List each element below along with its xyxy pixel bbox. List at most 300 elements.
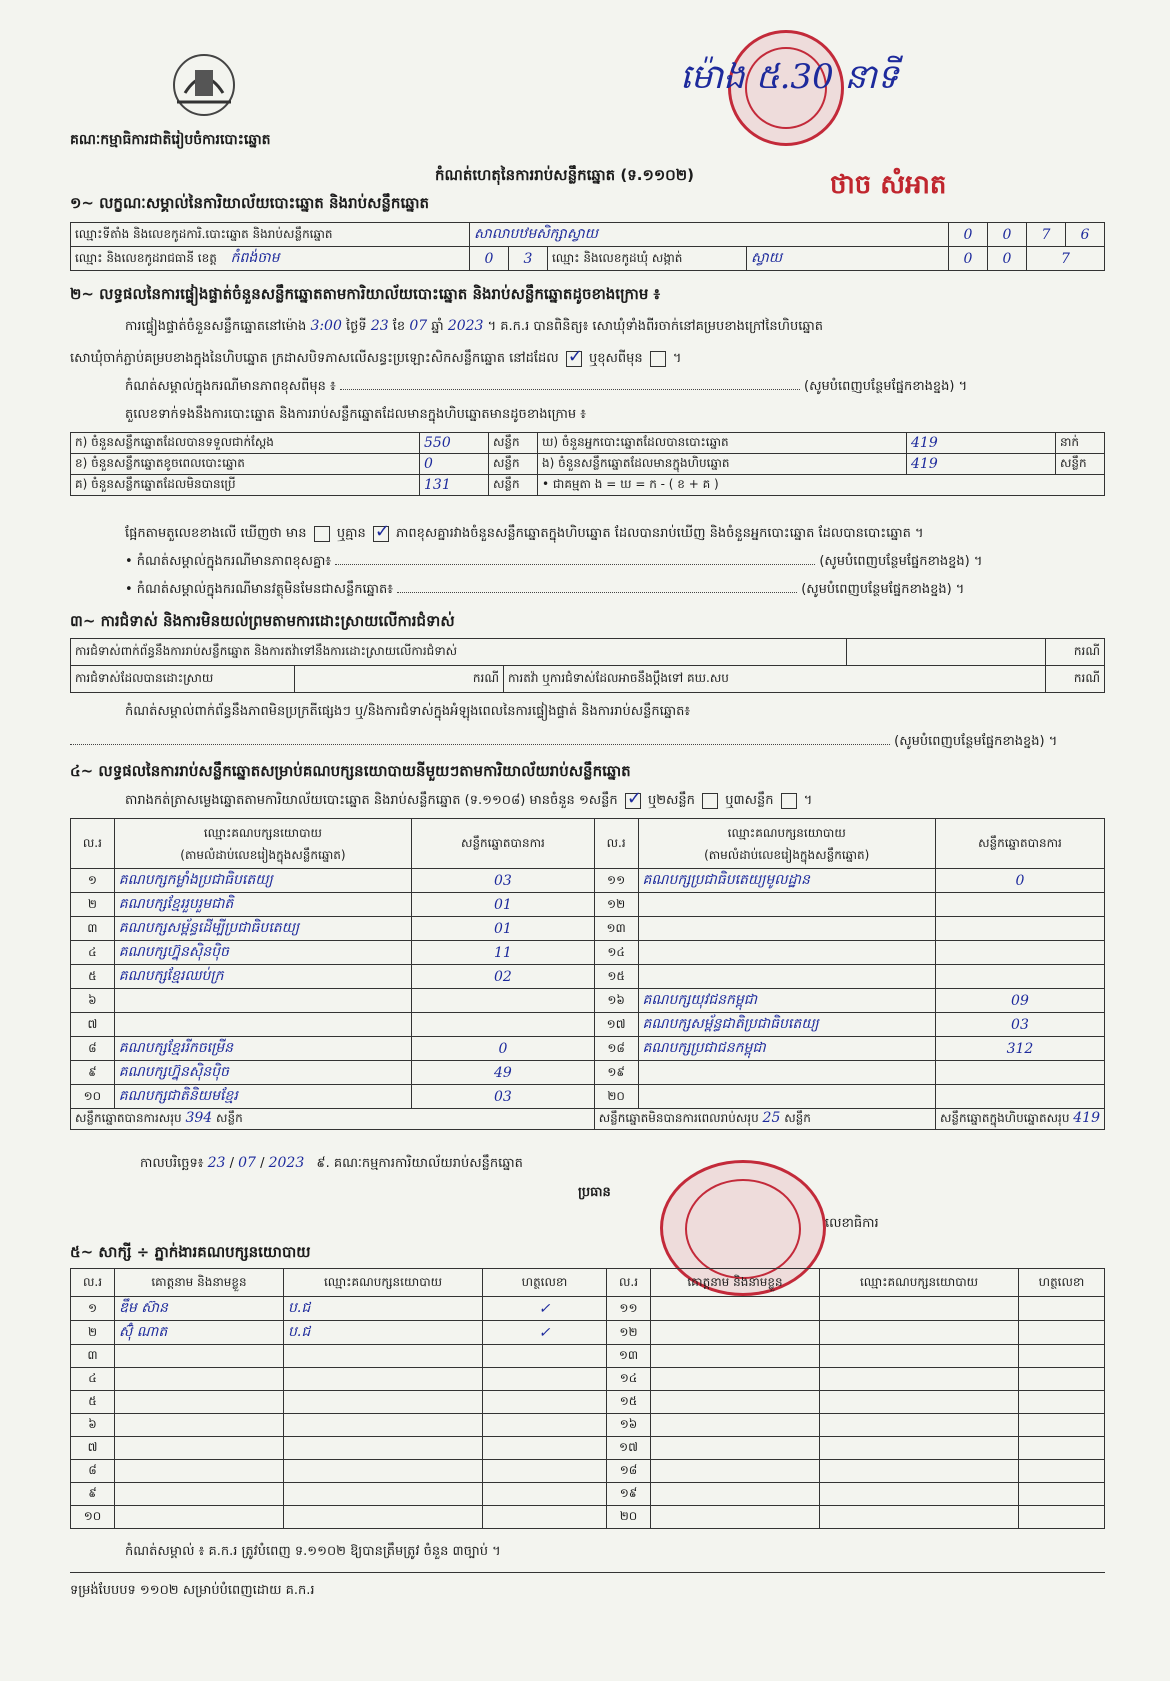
appeal-label: ការតវ៉ា ឬការជំទាស់ដែលអាចនឹងប្តឹងទៅ គឃ.សប (504, 666, 1046, 693)
witness-party: ប.ជ (284, 1321, 483, 1345)
different-checkbox[interactable] (650, 351, 666, 367)
resolved-label: ការជំទាស់ដែលបានដោះស្រាយ (71, 666, 295, 693)
party-votes: 0 (412, 1037, 595, 1061)
party-number: ២០ (594, 1085, 638, 1109)
witness-party (820, 1297, 1019, 1321)
witness-name (115, 1506, 284, 1529)
witness-name (651, 1345, 820, 1368)
party-number: ១៦ (594, 989, 638, 1013)
witness-party (284, 1506, 483, 1529)
figure-e-label: ង) ចំនួនសន្លឹកឆ្នោតដែលមានក្នុងហិបឆ្នោត (538, 454, 907, 475)
p1-a: ការផ្ទៀងផ្ទាត់ចំនួនសន្លឹកឆ្នោតនៅម៉ោង (125, 319, 307, 334)
figures-table (70, 432, 1105, 496)
objections-unit-1: ករណី (1046, 639, 1105, 666)
witness-row (71, 1391, 1105, 1414)
witness-number: ១៧ (607, 1437, 651, 1460)
figure-d-value: 419 (907, 433, 1056, 454)
witness-row (71, 1321, 1105, 1345)
compare-line (125, 525, 1110, 544)
total-invalid-label: សន្លឹកឆ្នោតមិនបានការពេលរាប់សរុប (598, 1111, 759, 1125)
witness-row (71, 1506, 1105, 1529)
party-number: ១១ (594, 869, 638, 893)
witness-name (115, 1483, 284, 1506)
party-name: គណបក្សកម្លាំងប្រជាធិបតេយ្យ (114, 869, 411, 893)
location-code-3: 7 (1027, 223, 1066, 247)
same-checkbox[interactable] (566, 351, 582, 367)
form-ref: ទម្រង់បែបបទ ១១០២ សម្រាប់បំពេញដោយ គ.ក.រ (70, 1583, 315, 1598)
witness-name (651, 1321, 820, 1345)
party-votes (935, 1061, 1104, 1085)
figure-b-unit: សន្លឹក (489, 454, 538, 475)
has-difference-checkbox[interactable] (314, 526, 330, 542)
result-row (71, 893, 1105, 917)
witness-party (820, 1368, 1019, 1391)
result-row (71, 869, 1105, 893)
party-name: គណបក្សសម្ព័ន្ធដើម្បីប្រជាធិបតេយ្យ (114, 917, 411, 941)
witness-number: ១៨ (607, 1460, 651, 1483)
witness-signature (483, 1414, 607, 1437)
figure-b-label: ខ) ចំនួនសន្លឹកឆ្នោតខូចពេលបោះឆ្នោត (71, 454, 420, 475)
hdr-party-right-main: ឈ្មោះគណបក្សនយោបាយ (727, 825, 846, 840)
witness-number: ២០ (607, 1506, 651, 1529)
section3-dotted[interactable] (70, 744, 890, 745)
bullet2-suffix: (សូមបំពេញបន្ថែមផ្នែកខាងខ្នង) ។ (801, 582, 965, 597)
p2-b: ឬខុសពីមុន (588, 351, 643, 366)
province-label: ឈ្មោះ និងលេខកូដរាជធានី ខេត្ត (75, 251, 217, 265)
figure-d-unit: នាក់ (1056, 433, 1105, 454)
witness-name (115, 1345, 284, 1368)
witness-number: ៣ (71, 1345, 115, 1368)
figure-a-label: ក) ចំនួនសន្លឹកឆ្នោតដែលបានទទួលជាក់ស្តែង (71, 433, 420, 454)
bullet1-suffix: (សូមបំពេញបន្ថែមផ្នែកខាងខ្នង) ។ (819, 554, 983, 569)
secretary-label: លេខាធិការ (825, 1216, 879, 1231)
party-name: គណបក្សហ្វ៊ុនស៊ិនប៉ិច (114, 1061, 411, 1085)
figures-row-1 (71, 433, 1105, 454)
one-sheet-checkbox[interactable] (625, 793, 641, 809)
figure-c-label: គ) ចំនួនសន្លឹកឆ្នោតដែលមិនបានប្រើ (71, 475, 420, 496)
location-code-1: 0 (949, 223, 988, 247)
witness-signature (1019, 1437, 1105, 1460)
witness-signature (483, 1506, 607, 1529)
party-number: ១៣ (594, 917, 638, 941)
results-table (70, 818, 1105, 1130)
committee-label: ៩. គណៈកម្មការការិយាល័យរាប់សន្លឹកឆ្នោត (316, 1156, 523, 1171)
bullet1-label: • កំណត់សម្គាល់ក្នុងករណីមានភាពខុសគ្នា៖ (125, 554, 332, 569)
witness-number: ៤ (71, 1368, 115, 1391)
intro-c: ឬ៣សន្លឹក (725, 793, 774, 808)
witness-signature (1019, 1368, 1105, 1391)
intro-a: តារាងកត់ត្រាសម្លេងឆ្នោតតាមការិយាល័យបោះឆ្នោត និងរាប់សន្លឹកឆ្នោត (ទ.១១០៨) មានចំនួន ១សន្លឹក (125, 793, 618, 808)
party-votes: 03 (412, 1085, 595, 1109)
org-name: គណៈកម្មាធិការជាតិរៀបចំការបោះឆ្នោត (70, 132, 271, 148)
figure-a-value: 550 (420, 433, 489, 454)
witness-name (115, 1437, 284, 1460)
formula-note: • ជាគម្មតា ង = ឃ = ក - ( ខ + គ ) (538, 475, 1105, 496)
party-name: គណបក្សខ្មែររីកចម្រើន (114, 1037, 411, 1061)
witness-signature (1019, 1321, 1105, 1345)
section3-suffix: (សូមបំពេញបន្ថែមផ្នែកខាងខ្នង) ។ (894, 734, 1058, 749)
section3-note-label: កំណត់សម្គាល់ពាក់ព័ន្ធនឹងភាពមិនប្រក្រតីផ្សេងៗ ឬ/និងការជំទាស់ក្នុងអំឡុងពេលនៃការផ្ទៀងផ្ទាត់ និងការរាប់សន្លឹកឆ្នោត៖ (125, 704, 691, 719)
date-label: កាលបរិច្ឆេទ៖ (140, 1156, 204, 1171)
w-hdr-no-right: ល.រ (607, 1269, 651, 1297)
hdr-party-left-sub: (តាមលំដាប់លេខរៀងក្នុងសន្លឹកឆ្នោត) (180, 847, 346, 862)
intro-b: ឬ២សន្លឹក (647, 793, 695, 808)
witness-party (820, 1460, 1019, 1483)
witness-signature (1019, 1345, 1105, 1368)
location-code-4: 6 (1066, 223, 1105, 247)
witness-signature (483, 1437, 607, 1460)
witness-party (284, 1437, 483, 1460)
section5-title: ៥~ សាក្សី ÷ ភ្នាក់ងារគណបក្សនយោបាយ (70, 1243, 311, 1261)
witness-party (820, 1345, 1019, 1368)
figures-intro: តួលេខទាក់ទងនឹងការបោះឆ្នោត និងការរាប់សន្លឹកឆ្នោតដែលមានក្នុងហិបឆ្នោតមានដូចខាងក្រោម ៖ (125, 407, 586, 422)
party-number: ១៨ (594, 1037, 638, 1061)
witness-number: ១០ (71, 1506, 115, 1529)
witness-name (651, 1506, 820, 1529)
witness-row (71, 1460, 1105, 1483)
bullet1-dotted[interactable] (335, 564, 815, 565)
count-year: 2023 (447, 318, 484, 334)
p1-c: ខែ (392, 319, 406, 334)
two-sheets-checkbox[interactable] (702, 793, 718, 809)
figures-row-3 (71, 475, 1105, 496)
witness-signature (1019, 1460, 1105, 1483)
party-number: ៤ (71, 941, 115, 965)
witness-number: ១៣ (607, 1345, 651, 1368)
result-row (71, 989, 1105, 1013)
section1-title: ១~ លក្ខណៈសម្គាល់នៃការិយាល័យបោះឆ្នោត និងរាប់សន្លឹកឆ្នោត (70, 194, 430, 212)
hdr-votes-right: សន្លឹកឆ្នោតបានការ (935, 819, 1104, 869)
party-name (638, 917, 935, 941)
party-name: គណបក្សសម្ព័ន្ធជាតិប្រជាធិបតេយ្យ (638, 1013, 935, 1037)
party-number: ២ (71, 893, 115, 917)
party-votes (935, 965, 1104, 989)
party-number: ១៩ (594, 1061, 638, 1085)
party-votes: 0 (935, 869, 1104, 893)
section4-intro: តារាងកត់ត្រាសម្លេងឆ្នោតតាមការិយាល័យបោះឆ្នោត និងរាប់សន្លឹកឆ្នោត (ទ.១១០៨) មានចំនួន ១សន្លឹក ✓ ឬ២សន្លឹក ឬ៣សន្លឹក ។ (125, 792, 812, 811)
commune-code-1: 0 (949, 247, 988, 271)
party-votes: 01 (412, 917, 595, 941)
party-votes: 09 (935, 989, 1104, 1013)
province-code-2: 3 (509, 247, 548, 271)
commune-code-2: 0 (988, 247, 1027, 271)
result-row (71, 917, 1105, 941)
p2: សោឃុំចាក់ភ្ជាប់គម្របខាងក្នុងនៃហិបឆ្នោត ក្រដាសបិទភាសលើសន្ធះប្រឡោះសិកសន្លឹកឆ្នោត នៅដដែល (70, 351, 559, 366)
party-name (638, 1085, 935, 1109)
witness-party: ប.ជ (284, 1297, 483, 1321)
party-number: ១ (71, 869, 115, 893)
hdr-party-left (114, 819, 411, 869)
result-row (71, 1037, 1105, 1061)
total-box-cell (935, 1109, 1104, 1130)
count-month: 07 (409, 318, 428, 334)
figure-e-value: 419 (907, 454, 1056, 475)
commune-value: ស្វាយ (747, 247, 949, 271)
witness-name (115, 1368, 284, 1391)
bullet2-line (125, 581, 1110, 600)
figure-d-label: ឃ) ចំនួនអ្នកបោះឆ្នោតដែលបានបោះឆ្នោត (538, 433, 907, 454)
w-hdr-sign-right: ហត្ថលេខា (1019, 1269, 1105, 1297)
note1-label: កំណត់សម្គាល់ក្នុងករណីមានភាពខុសពីមុន ៖ (125, 379, 336, 394)
witness-signature (483, 1345, 607, 1368)
party-name: គណបក្សខ្មែរឈប់ក្រ (114, 965, 411, 989)
section1-table (70, 222, 1105, 271)
party-votes (412, 989, 595, 1013)
witness-number: ១៥ (607, 1391, 651, 1414)
figures-row-2 (71, 454, 1105, 475)
nec-emblem-icon (165, 48, 243, 122)
total-invalid-cell (594, 1109, 935, 1130)
compare-a: ផ្អែកតាមតួលេខខាងលើ ឃើញថា មាន (125, 526, 307, 541)
p1-d: ឆ្នាំ (431, 319, 444, 334)
party-votes: 03 (412, 869, 595, 893)
witness-signature (1019, 1483, 1105, 1506)
result-row (71, 965, 1105, 989)
location-label: ឈ្មោះទីតាំង និងលេខកូដការិ.បោះឆ្នោត និងរាប់សន្លឹកឆ្នោត (71, 223, 470, 247)
figure-e-unit: សន្លឹក (1056, 454, 1105, 475)
party-name: គណបក្សហ្វ៊ុនស៊ិនប៉ិច (114, 941, 411, 965)
witness-number: ៦ (71, 1414, 115, 1437)
witness-number: ២ (71, 1321, 115, 1345)
witness-party (284, 1414, 483, 1437)
bullet2-dotted[interactable] (397, 592, 797, 593)
party-votes (935, 917, 1104, 941)
witness-number: ១៩ (607, 1483, 651, 1506)
handwritten-time: ម៉ោង ៥.30 នាទី (680, 57, 899, 97)
total-valid-cell (71, 1109, 595, 1130)
note1-suffix: (សូមបំពេញបន្ថែមផ្នែកខាងខ្នង) ។ (804, 379, 968, 394)
form-title: កំណត់ហេតុនៃការរាប់សន្លឹកឆ្នោត (ទ.១១០២) (435, 166, 695, 184)
party-name (638, 1061, 935, 1085)
no-difference-checkbox[interactable] (373, 526, 389, 542)
party-votes (935, 941, 1104, 965)
witness-row (71, 1368, 1105, 1391)
witness-row (71, 1483, 1105, 1506)
province-row (71, 247, 470, 271)
result-row (71, 941, 1105, 965)
total-box-label: សន្លឹកឆ្នោតក្នុងហិបឆ្នោតសរុប (939, 1111, 1070, 1125)
witness-signature (1019, 1297, 1105, 1321)
section2-title: ២~ លទ្ធផលនៃការផ្ទៀងផ្ទាត់ចំនួនសន្លឹកឆ្នោតតាមការិយាល័យបោះឆ្នោត និងរាប់សន្លឹកឆ្នោតដូចខាងក្រោម ៖ (70, 285, 661, 303)
w-hdr-no-left: ល.រ (71, 1269, 115, 1297)
party-name (638, 941, 935, 965)
party-votes: 11 (412, 941, 595, 965)
total-invalid-value: 25 (762, 1110, 781, 1126)
result-row (71, 1085, 1105, 1109)
hdr-party-left-main: ឈ្មោះគណបក្សនយោបាយ (203, 825, 322, 840)
witness-party (820, 1483, 1019, 1506)
witness-party (284, 1460, 483, 1483)
result-row (71, 1061, 1105, 1085)
count-day: 23 (370, 318, 389, 334)
chair-name-stamp: ថាច សំអាត (830, 170, 947, 200)
party-number: ១៧ (594, 1013, 638, 1037)
witness-signature: ✓ (483, 1321, 607, 1345)
party-votes: 01 (412, 893, 595, 917)
total-invalid-unit: សន្លឹក (784, 1111, 811, 1125)
date-year: 2023 (268, 1155, 305, 1171)
count-time: 3:00 (310, 318, 342, 334)
witness-name (651, 1368, 820, 1391)
witness-number: ៥ (71, 1391, 115, 1414)
witness-party (820, 1391, 1019, 1414)
w-hdr-party-right: ឈ្មោះគណបក្សនយោបាយ (820, 1269, 1019, 1297)
compare-b: ឬគ្មាន (336, 526, 366, 541)
witness-party (820, 1437, 1019, 1460)
witness-party (284, 1391, 483, 1414)
witness-number: ១៤ (607, 1368, 651, 1391)
party-number: ៩ (71, 1061, 115, 1085)
party-name (638, 893, 935, 917)
party-number: ១៥ (594, 965, 638, 989)
hdr-party-right (638, 819, 935, 869)
witness-number: ១១ (607, 1297, 651, 1321)
witness-number: ៧ (71, 1437, 115, 1460)
section4-title: ៤~ លទ្ធផលនៃការរាប់សន្លឹកឆ្នោតសម្រាប់គណបក្សនយោបាយនីមួយៗតាមការិយាល័យរាប់សន្លឹកឆ្នោត (70, 762, 631, 780)
witness-number: ១ (71, 1297, 115, 1321)
section3-note-line2 (70, 733, 1110, 752)
party-number: ៨ (71, 1037, 115, 1061)
witness-table (70, 1268, 1105, 1529)
witness-name (651, 1483, 820, 1506)
party-name (114, 989, 411, 1013)
objections-table (70, 638, 1105, 693)
party-number: ១៤ (594, 941, 638, 965)
witness-signature (1019, 1506, 1105, 1529)
witness-signature (483, 1483, 607, 1506)
witness-name (651, 1460, 820, 1483)
party-votes (935, 1085, 1104, 1109)
party-votes: 49 (412, 1061, 595, 1085)
date-line: កាលបរិច្ឆេទ៖ 23 / 07 / 2023 ៩. គណៈកម្មការការិយាល័យរាប់សន្លឹកឆ្នោត (140, 1155, 523, 1171)
party-name: គណបក្សខ្មែររួបរួមជាតិ (114, 893, 411, 917)
party-votes (412, 1013, 595, 1037)
hdr-no-left: ល.រ (71, 819, 115, 869)
witness-signature (1019, 1414, 1105, 1437)
witness-party (820, 1414, 1019, 1437)
witness-name: ស៊ុំ ណាត (115, 1321, 284, 1345)
witness-number: ៨ (71, 1460, 115, 1483)
witness-name (115, 1414, 284, 1437)
province-code-1: 0 (470, 247, 509, 271)
witness-party (820, 1506, 1019, 1529)
total-valid-label: សន្លឹកឆ្នោតបានការសរុប (75, 1111, 182, 1125)
witness-party (284, 1483, 483, 1506)
bullet1-line (125, 553, 1110, 572)
party-votes: 312 (935, 1037, 1104, 1061)
figure-c-value: 131 (420, 475, 489, 496)
party-number: ៥ (71, 965, 115, 989)
province-value: កំពង់ចាម (230, 250, 280, 266)
three-sheets-checkbox[interactable] (781, 793, 797, 809)
bullet2-label: • កំណត់សម្គាល់ក្នុងករណីមានវត្ថុមិនមែនជាសន្លឹកឆ្នោត៖ (125, 582, 393, 597)
party-number: ១០ (71, 1085, 115, 1109)
party-votes: 02 (412, 965, 595, 989)
witness-number: ៩ (71, 1483, 115, 1506)
party-name: គណបក្សប្រជាជនកម្ពុជា (638, 1037, 935, 1061)
commune-label: ឈ្មោះ និងលេខកូដឃុំ សង្កាត់ (548, 247, 747, 271)
resolved-unit: ករណី (295, 666, 504, 693)
witness-signature (483, 1391, 607, 1414)
w-hdr-name-right: គោត្តនាម និងនាមខ្លួន (651, 1269, 820, 1297)
party-number: ១២ (594, 893, 638, 917)
w-hdr-name-left: គោត្តនាម និងនាមខ្លួន (115, 1269, 284, 1297)
section2-para1 (125, 318, 1105, 337)
date-day: 23 (207, 1155, 226, 1171)
party-name: គណបក្សជាតិនិយមខ្មែរ (114, 1085, 411, 1109)
party-name (638, 965, 935, 989)
party-name (114, 1013, 411, 1037)
witness-party (284, 1368, 483, 1391)
party-number: ៧ (71, 1013, 115, 1037)
witness-name (651, 1414, 820, 1437)
witness-party (820, 1321, 1019, 1345)
location-code-2: 0 (988, 223, 1027, 247)
witness-signature (1019, 1391, 1105, 1414)
party-number: ៦ (71, 989, 115, 1013)
witness-party (284, 1345, 483, 1368)
witness-signature (483, 1460, 607, 1483)
figure-a-unit: សន្លឹក (489, 433, 538, 454)
w-hdr-sign-left: ហត្ថលេខា (483, 1269, 607, 1297)
location-value: សាលាបឋមសិក្សាស្វាយ (470, 223, 949, 247)
total-valid-value: 394 (185, 1110, 213, 1126)
figure-b-value: 0 (420, 454, 489, 475)
witness-name (651, 1391, 820, 1414)
hdr-no-right: ល.រ (594, 819, 638, 869)
footnote: កំណត់សម្គាល់ ៖ គ.ក.រ ត្រូវបំពេញ ទ.១១០២ ឱ្យបានត្រឹមត្រូវ ចំនួន ៣ច្បាប់ ។ (125, 1544, 501, 1559)
witness-number: ១៦ (607, 1414, 651, 1437)
section3-note (125, 703, 1110, 722)
witness-name (651, 1297, 820, 1321)
party-votes (935, 893, 1104, 917)
hdr-party-right-sub: (តាមលំដាប់លេខរៀងក្នុងសន្លឹកឆ្នោត) (704, 847, 870, 862)
commune-code-3: 7 (1027, 247, 1105, 271)
witness-name: ឌឹម ស៊ាន (115, 1297, 284, 1321)
p1-e: ។ គ.ក.រ បានពិនិត្យ៖ សោឃុំទាំងពីរចាក់នៅគម្របខាងក្រៅនៃហិបឆ្នោត (487, 319, 823, 334)
appeal-unit: ករណី (1046, 666, 1105, 693)
note1-dotted[interactable] (340, 389, 800, 390)
witness-row (71, 1345, 1105, 1368)
footer-divider (70, 1572, 1105, 1573)
party-name: គណបក្សយុវជនកម្ពុជា (638, 989, 935, 1013)
chair-label: ប្រធាន (578, 1185, 611, 1200)
section3-title: ៣~ ការជំទាស់ និងការមិនយល់ព្រមតាមការដោះស្រាយលើការជំទាស់ (70, 612, 455, 630)
compare-c: ភាពខុសគ្នារវាងចំនួនសន្លឹកឆ្នោតក្នុងហិបឆ្នោត ដែលបានរាប់ឃើញ និងចំនួនអ្នកបោះឆ្នោត ដែលបានបោះឆ្នោត ។ (396, 526, 924, 541)
total-box-value: 419 (1073, 1110, 1100, 1126)
result-row (71, 1013, 1105, 1037)
figure-c-unit: សន្លឹក (489, 475, 538, 496)
party-name: គណបក្សប្រជាធិបតេយ្យមូលដ្ឋាន (638, 869, 935, 893)
total-valid-unit: សន្លឹក (216, 1111, 243, 1125)
party-number: ៣ (71, 917, 115, 941)
witness-row (71, 1297, 1105, 1321)
p1-b: ថ្ងៃទី (346, 319, 367, 334)
objections-row1: ការជំទាស់ពាក់ព័ន្ធនឹងការរាប់សន្លឹកឆ្នោត និងការតវ៉ាទៅនឹងការដោះស្រាយលើការជំទាស់ (71, 639, 847, 666)
witness-row (71, 1437, 1105, 1460)
witness-signature: ✓ (483, 1297, 607, 1321)
witness-name (115, 1391, 284, 1414)
note1-line (125, 378, 1110, 397)
hdr-votes-left: សន្លឹកឆ្នោតបានការ (412, 819, 595, 869)
witness-name (115, 1460, 284, 1483)
witness-row (71, 1414, 1105, 1437)
witness-name (651, 1437, 820, 1460)
party-votes: 03 (935, 1013, 1104, 1037)
date-month: 07 (238, 1155, 256, 1171)
section2-para2: សោឃុំចាក់ភ្ជាប់គម្របខាងក្នុងនៃហិបឆ្នោត ក្រដាសបិទភាសលើសន្ធះប្រឡោះសិកសន្លឹកឆ្នោត នៅដដែល ✓ ឬខុសពីមុន ។ (70, 350, 1105, 369)
w-hdr-party-left: ឈ្មោះគណបក្សនយោបាយ (284, 1269, 483, 1297)
